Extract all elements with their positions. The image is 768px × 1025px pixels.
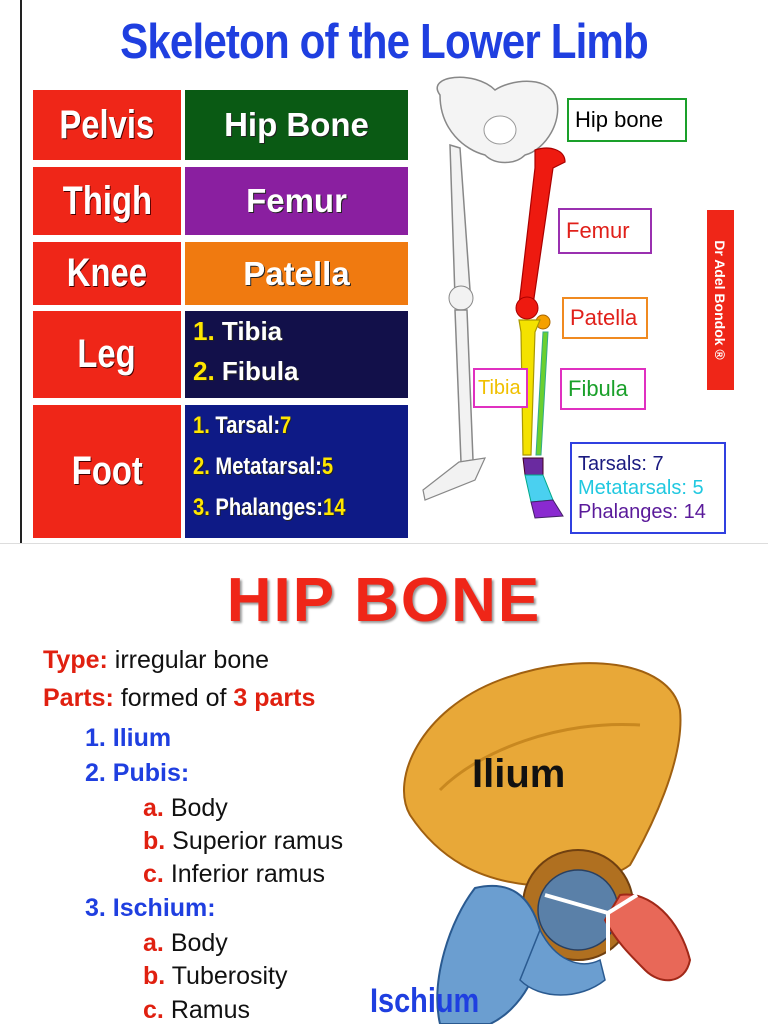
bones-foot-list xyxy=(185,405,408,538)
region-knee: Knee xyxy=(33,242,181,305)
hip-bone-illustration xyxy=(380,640,768,1024)
foot-item: 2. Metatarsal:5 xyxy=(193,453,334,480)
region-pelvis: Pelvis xyxy=(33,90,181,160)
left-rule xyxy=(20,0,22,543)
bone-femur: Femur xyxy=(185,167,408,235)
region-thigh: Thigh xyxy=(33,167,181,235)
label-phalanges: Phalanges: 14 xyxy=(578,501,706,523)
region-leg: Leg xyxy=(33,311,181,398)
pubis-sub-item: b. Superior ramus xyxy=(143,827,344,855)
ischium-sub-item: b. Tuberosity xyxy=(143,962,288,990)
foot-item: 3. Phalanges:14 xyxy=(193,494,346,521)
label-fibula: Fibula xyxy=(560,368,646,410)
pubis-sub-item: c. Inferior ramus xyxy=(143,860,326,888)
leg-item: 2. Fibula xyxy=(193,356,299,386)
section-title: HIP BONE xyxy=(226,566,542,635)
type-line: Type: irregular bone xyxy=(43,646,270,674)
page-title: Skeleton of the Lower Limb xyxy=(120,15,648,69)
author-credit: Dr Adel Bondok ® xyxy=(712,240,728,360)
part-ischium: 3. Ischium: xyxy=(85,894,216,922)
section-divider xyxy=(0,543,768,544)
label-tarsals: Tarsals: 7 xyxy=(578,453,664,475)
label-femur: Femur xyxy=(558,208,652,254)
label-metatarsals: Metatarsals: 5 xyxy=(578,477,704,499)
bone-hip: Hip Bone xyxy=(185,90,408,160)
parts-line: Parts: formed of 3 parts xyxy=(43,684,316,712)
label-ischium: Ischium xyxy=(370,982,480,1020)
label-foot-bones xyxy=(570,442,726,534)
ischium-sub-item: c. Ramus xyxy=(143,996,250,1024)
region-foot: Foot xyxy=(33,405,181,538)
bone-patella: Patella xyxy=(185,242,408,305)
bones-leg-list xyxy=(185,311,408,398)
foot-item: 1. Tarsal:7 xyxy=(193,412,292,439)
lower-limb-skeleton-illustration xyxy=(415,70,585,530)
pubis-sub-item: a. Body xyxy=(143,794,228,822)
part-ilium: 1. Ilium xyxy=(85,724,172,752)
leg-item: 1. Tibia xyxy=(193,316,283,346)
ischium-sub-item: a. Body xyxy=(143,929,228,957)
label-hip-bone: Hip bone xyxy=(567,98,687,142)
part-pubis: 2. Pubis: xyxy=(85,759,190,787)
label-ilium: Ilium xyxy=(472,752,566,796)
label-patella: Patella xyxy=(562,297,648,339)
label-tibia: Tibia xyxy=(473,368,528,408)
